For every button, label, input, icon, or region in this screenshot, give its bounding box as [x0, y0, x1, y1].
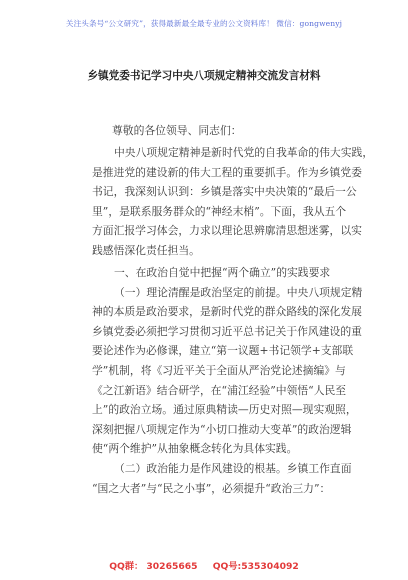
section-line: （一）理论清醒是政治坚定的前提。中央八项规定精	[114, 285, 363, 299]
section-line: 乡镇党委必须把学习贯彻习近平总书记关于作风建设的重	[92, 324, 362, 338]
qq-number: QQ号:535304092	[212, 561, 299, 572]
greeting: 尊敬的各位领导、同志们：	[112, 124, 242, 137]
intro-paragraph-end	[92, 241, 352, 261]
intro-line: 是推进党的建设新的伟大工程的重要抓手。作为乡镇党委	[92, 165, 362, 179]
intro-paragraph	[92, 143, 374, 241]
document-title: 乡镇党委书记学习中央八项规定精神交流发言材料	[87, 70, 321, 82]
section-heading: 一、在政治自觉中把握“两个确立”的实践要求	[114, 266, 331, 279]
header-banner: 关注头条号“公文研究”，获得最新最全最专业的公文资料库！ 微信：gongwenyj	[65, 19, 343, 28]
section1	[92, 263, 363, 498]
qq-group: QQ群： 30265665	[109, 561, 198, 572]
intro-line: 书记，我深刻认识到：乡镇是落实中央决策的“最后一公	[92, 185, 357, 199]
intro-line: 里”，是联系服务群众的“神经末梢”。下面，我从五个	[92, 204, 347, 218]
intro-line: 践感悟深化责任担当。	[92, 244, 200, 257]
intro-line: 中央八项规定精神是新时代党的自我革命的伟大实践，	[114, 146, 374, 159]
section-line: 《之江新语》结合研学，在“浦江经验”中领悟“人民至	[92, 383, 347, 397]
section-line: 上”的政治立场。通过原典精读—历史对照—现实观照，	[92, 403, 357, 417]
section-line: 神的本质是政治要求，是新时代党的群众路线的深化发展	[92, 305, 362, 319]
footer-contact	[0, 558, 408, 572]
section-line: 要论述作为必修课，建立“第一议题+书记领学+支部联	[92, 344, 354, 358]
section-line: 学”机制，将《习近平关于全面从严治党论述摘编》与	[92, 363, 346, 377]
section-line: 使“两个维护”从抽象概念转化为具体实践。	[92, 442, 298, 456]
section-line: 深刻把握八项规定作为“小切口推动大变革”的政治逻辑	[92, 422, 352, 436]
intro-line: 方面汇报学习体会，力求以理论思辨廓清思想迷雾，以实	[92, 224, 362, 238]
section-line: （二）政治能力是作风建设的根基。乡镇工作直面	[114, 461, 352, 475]
section-line: “国之大者”与“民之小事”，必须提升“政治三力”：	[92, 481, 331, 495]
